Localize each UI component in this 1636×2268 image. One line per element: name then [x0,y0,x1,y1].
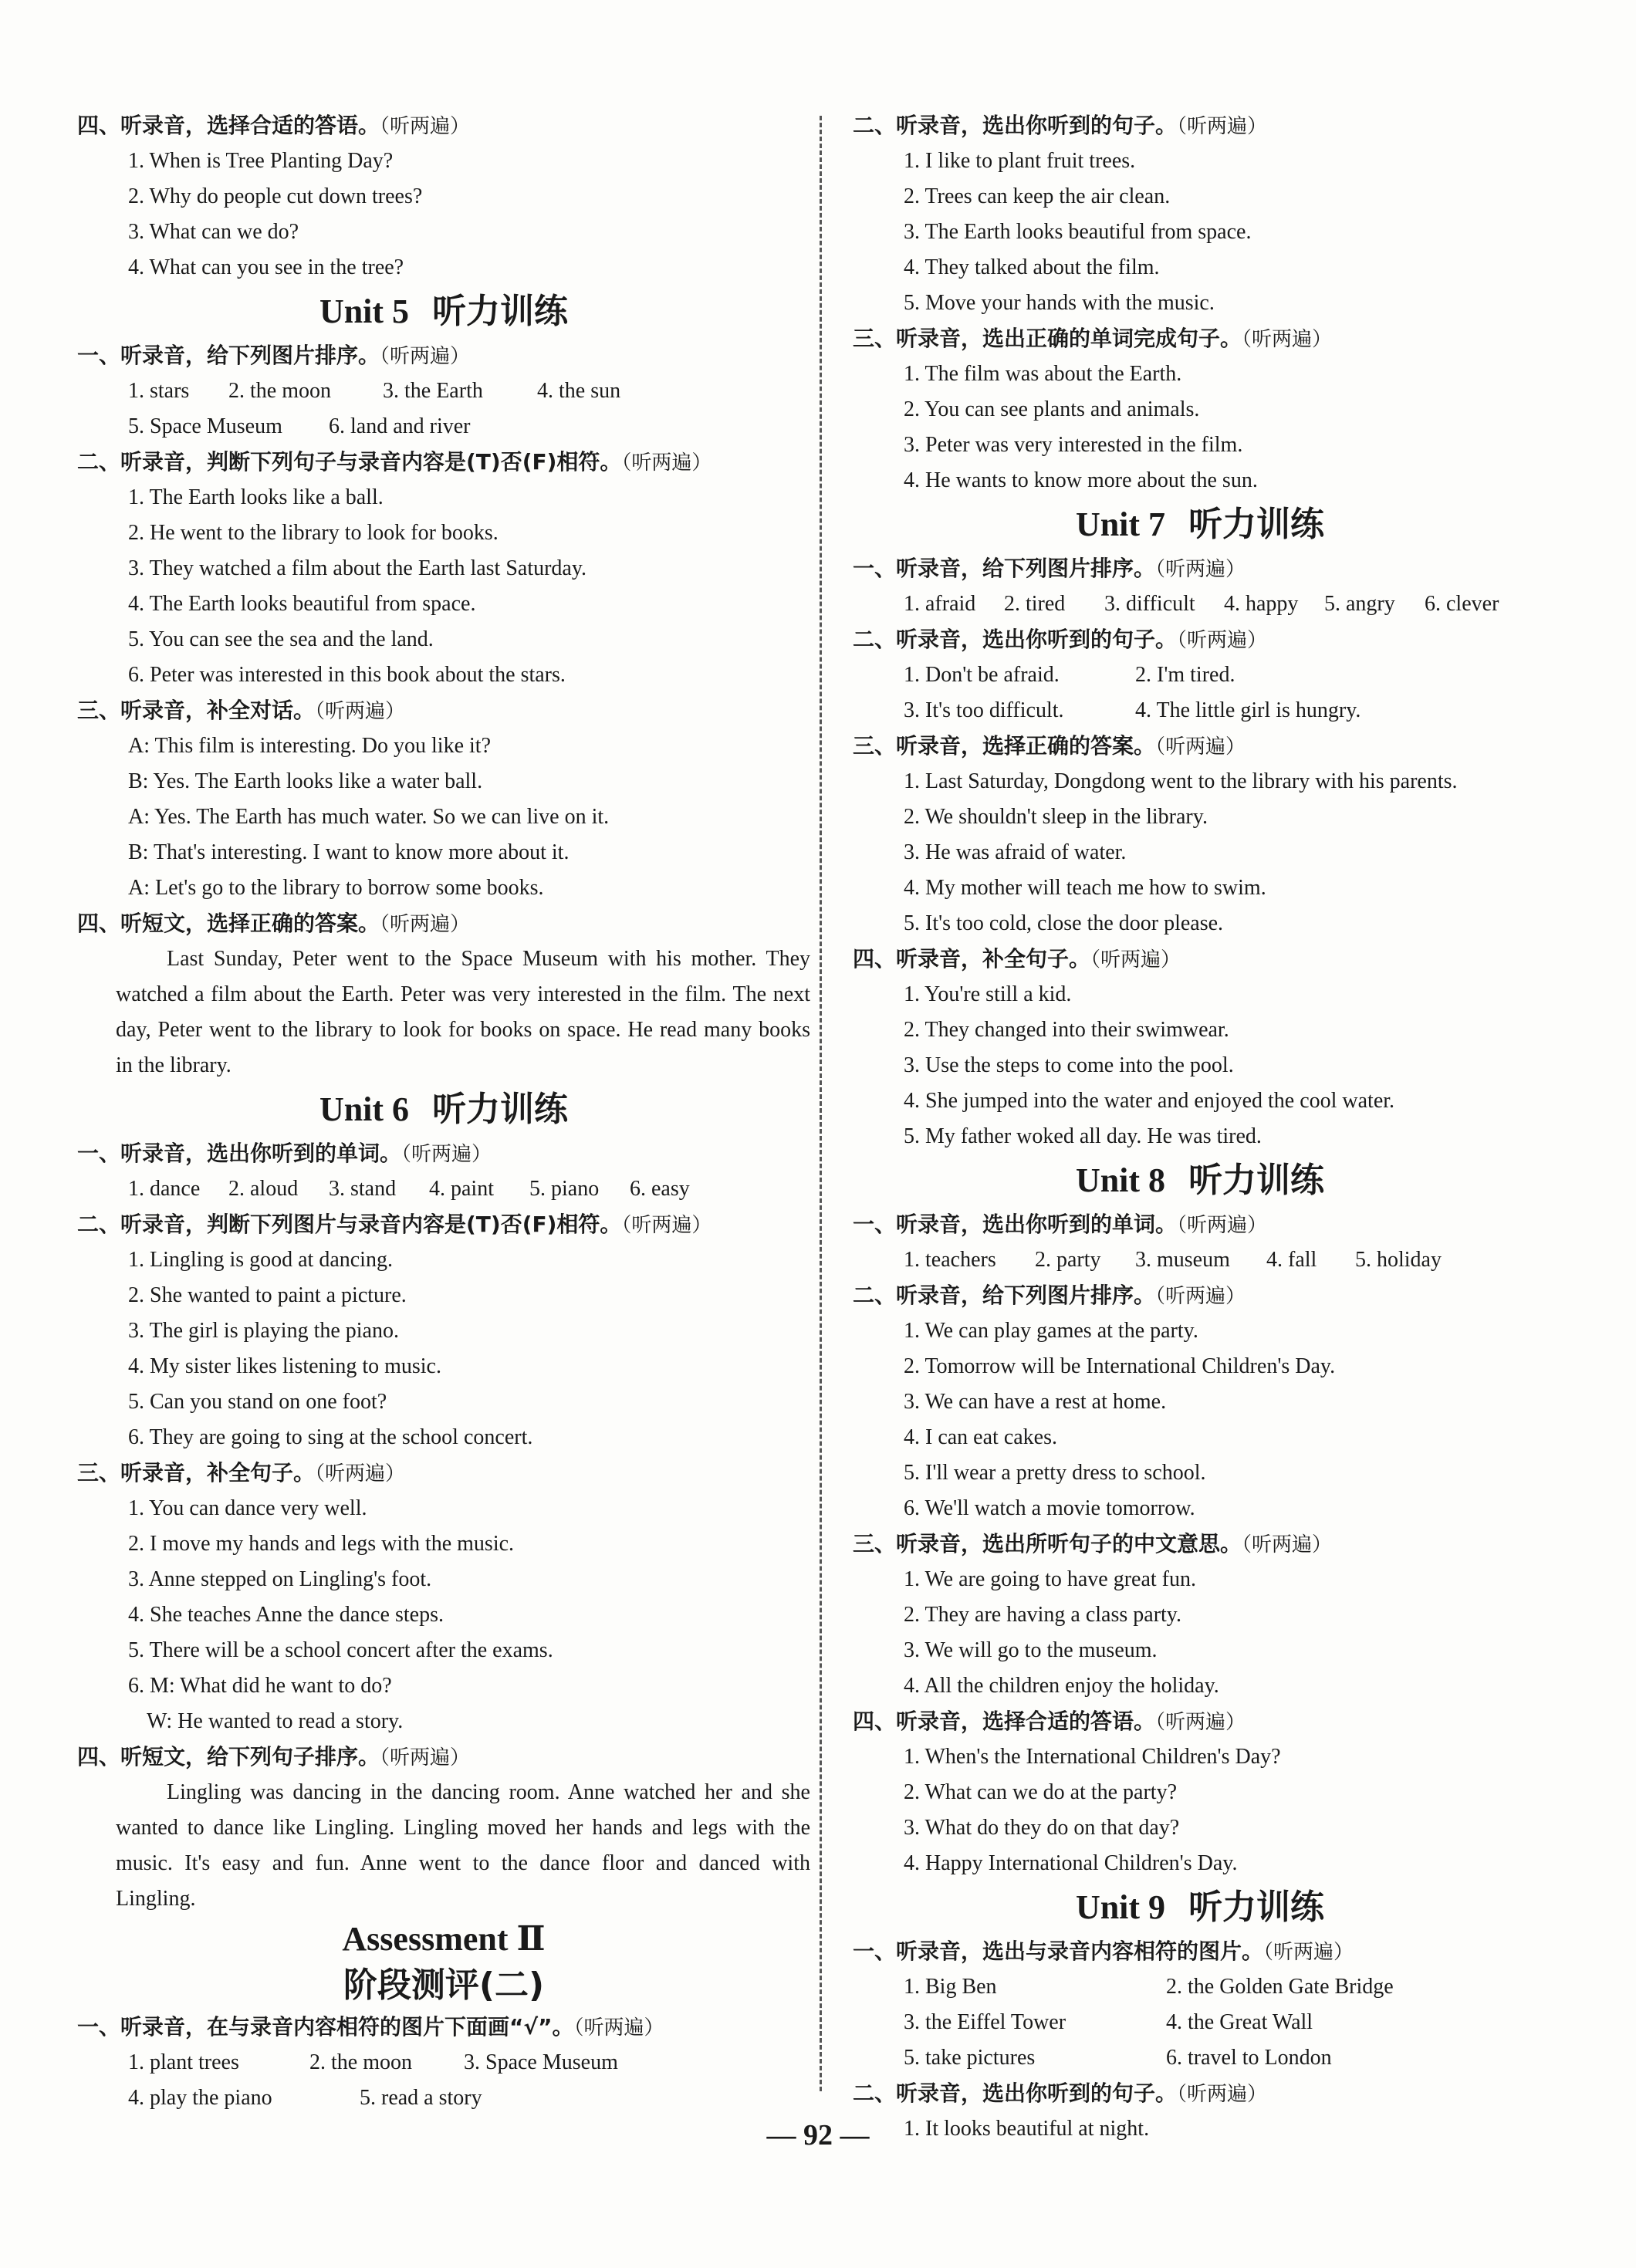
list-item: 1. You're still a kid. [904,982,1072,1006]
section-heading: 四、听录音，选择合适的答语。（听两遍） [853,1709,1246,1734]
dialogue-line: B: That's interesting. I want to know more about it. [128,840,570,864]
list-item: 4. My mother will teach me how to swim. [904,876,1266,900]
page-number: — 92 — [766,2119,870,2151]
list-item: 4. She jumped into the water and enjoyed the cool water. [904,1089,1395,1113]
list-item: 2. What can we do at the party? [904,1780,1178,1804]
section-heading: 三、听录音，选择正确的答案。（听两遍） [853,733,1246,759]
list-item: 5. You can see the sea and the land. [128,627,434,651]
list-item: 3. They watched a film about the Earth last Saturday. [128,556,587,580]
list-item: 4. All the children enjoy the holiday. [904,1674,1219,1698]
passage: Lingling was dancing in the dancing room. Anne watched her and she wanted to dance like Lingling. Lingling moved her hands and legs with the music. It's easy and fun. Anne went to the dance floor and danced with Lingling. [116,1780,810,1911]
section-heading: 二、听录音，判断下列句子与录音内容是(T)否(F)相符。（听两遍） [77,449,712,475]
list-item: 5. There will be a school concert after the exams. [128,1638,553,1662]
section-heading: 二、听录音，选出你听到的句子。（听两遍） [853,627,1268,652]
list-item: 1. When is Tree Planting Day? [128,149,394,173]
section-heading: 四、听录音，补全句子。（听两遍） [853,946,1181,972]
list-item: 1. Lingling is good at dancing. [128,1248,393,1272]
list-item: 1. The film was about the Earth. [904,362,1182,386]
list-item: 6. Peter was interested in this book about the stars. [128,663,566,687]
list-item: 5. My father woked all day. He was tired. [904,1124,1262,1148]
list-item: 3. What do they do on that day? [904,1816,1180,1840]
section-heading: 一、听录音，给下列图片排序。（听两遍） [77,343,471,368]
dialogue-line: A: This film is interesting. Do you like it? [128,734,491,758]
list-item: 2. Trees can keep the air clean. [904,184,1171,208]
list-item: 1. The Earth looks like a ball. [128,485,384,509]
list-item: 3. We can have a rest at home. [904,1390,1167,1414]
word-row: 1. Big Ben 2. the Golden Gate Bridge [904,1975,1394,1999]
list-item: 4. My sister likes listening to music. [128,1354,441,1378]
column-divider [820,116,822,2091]
passage: Last Sunday, Peter went to the Space Museum with his mother. They watched a film about the Earth. Peter was very interested in the film. The next day, Peter went to the library to look for books on space. He read many books in the library. [116,947,810,1077]
list-item: 4. I can eat cakes. [904,1425,1057,1449]
list-item: 2. I move my hands and legs with the music. [128,1532,515,1556]
dialogue-line: A: Yes. The Earth has much water. So we can live on it. [128,805,610,829]
section-heading: 三、听录音，选出所听句子的中文意思。（听两遍） [853,1531,1333,1557]
list-item: 1. It looks beautiful at night. [904,2117,1150,2141]
list-item: 3. We will go to the museum. [904,1638,1158,1662]
list-item: W: He wanted to read a story. [147,1709,404,1733]
section-heading: 二、听录音，给下列图片排序。（听两遍） [853,1283,1246,1308]
word-row: 1. Don't be afraid. 2. I'm tired. [904,663,1235,687]
list-item: 4. They talked about the film. [904,255,1160,279]
word-row: 1. dance 2. aloud 3. stand 4. paint 5. piano 6. easy [128,1177,690,1201]
unit-6-title: Unit 6 听力训练 [319,1090,569,1129]
section-heading: 一、听录音，选出你听到的单词。（听两遍） [853,1212,1268,1237]
list-item: 4. He wants to know more about the sun. [904,468,1258,492]
section-heading: 三、听录音，选出正确的单词完成句子。（听两遍） [853,326,1333,351]
list-item: 2. He went to the library to look for books. [128,521,499,545]
word-row: 1. teachers 2. party 3. museum 4. fall 5. holiday [904,1248,1442,1272]
section-heading: 二、听录音，选出你听到的句子。（听两遍） [853,2080,1268,2106]
list-item: 3. He was afraid of water. [904,840,1127,864]
list-item: 3. The Earth looks beautiful from space. [904,220,1252,244]
list-item: 4. She teaches Anne the dance steps. [128,1603,444,1627]
list-item: 3. Peter was very interested in the film. [904,433,1243,457]
section-heading: 一、听录音，选出你听到的单词。（听两遍） [77,1141,492,1166]
word-row: 5. Space Museum 6. land and river [128,414,471,438]
list-item: 2. Tomorrow will be International Children's Day. [904,1354,1336,1378]
assessment-subtitle: 阶段测评(二) [343,1965,545,2005]
word-row: 5. take pictures 6. travel to London [904,2046,1332,2070]
word-row: 4. play the piano 5. read a story [128,2086,482,2110]
list-item: 2. Why do people cut down trees? [128,184,423,208]
section-heading: 二、听录音，选出你听到的句子。（听两遍） [853,113,1268,138]
list-item: 2. We shouldn't sleep in the library. [904,805,1208,829]
section-heading: 一、听录音，给下列图片排序。（听两遍） [853,556,1246,581]
unit-7-title: Unit 7 听力训练 [1075,505,1325,544]
section-heading: 一、听录音，选出与录音内容相符的图片。（听两遍） [853,1938,1354,1964]
dialogue-line: A: Let's go to the library to borrow some books. [128,876,544,900]
left-column [77,108,810,2116]
list-item: 6. They are going to sing at the school concert. [128,1425,533,1449]
dialogue-line: B: Yes. The Earth looks like a water ball. [128,769,483,793]
word-row: 3. It's too difficult. 4. The little girl is hungry. [904,698,1361,722]
section-heading: 四、听短文，选择正确的答案。（听两遍） [77,911,471,936]
unit-8-title: Unit 8 听力训练 [1075,1161,1325,1200]
list-item: 1. We can play games at the party. [904,1319,1198,1343]
list-item: 3. What can we do? [128,220,299,244]
list-item: 1. We are going to have great fun. [904,1567,1196,1591]
section-heading: 三、听录音，补全对话。（听两遍） [77,698,406,723]
list-item: 3. Use the steps to come into the pool. [904,1053,1234,1077]
unit-5-title: Unit 5 听力训练 [319,292,569,331]
list-item: 4. The Earth looks beautiful from space. [128,592,476,616]
assessment-title: Assessment Ⅱ [342,1920,546,1958]
list-item: 6. M: What did he want to do? [128,1674,392,1698]
list-item: 5. Move your hands with the music. [904,291,1215,315]
list-item: 1. I like to plant fruit trees. [904,149,1136,173]
list-item: 5. It's too cold, close the door please. [904,911,1224,935]
list-item: 5. Can you stand on one foot? [128,1390,387,1414]
list-item: 3. The girl is playing the piano. [128,1319,399,1343]
list-item: 2. You can see plants and animals. [904,397,1200,421]
section-heading: 三、听录音，补全句子。（听两遍） [77,1460,406,1486]
section-heading: 四、听录音，选择合适的答语。（听两遍） [77,113,471,138]
list-item: 6. We'll watch a movie tomorrow. [904,1496,1195,1520]
word-row: 1. afraid 2. tired 3. difficult 4. happy 5. angry 6. clever [904,592,1499,616]
unit-9-title: Unit 9 听力训练 [1075,1888,1325,1927]
list-item: 5. I'll wear a pretty dress to school. [904,1461,1206,1485]
list-item: 4. Happy International Children's Day. [904,1851,1238,1875]
word-row: 1. plant trees 2. the moon 3. Space Museum [128,2050,618,2074]
list-item: 3. Anne stepped on Lingling's foot. [128,1567,432,1591]
list-item: 2. They changed into their swimwear. [904,1018,1229,1042]
list-item: 2. They are having a class party. [904,1603,1181,1627]
list-item: 4. What can you see in the tree? [128,255,404,279]
list-item: 1. Last Saturday, Dongdong went to the library with his parents. [904,769,1458,793]
word-row: 3. the Eiffel Tower 4. the Great Wall [904,2010,1313,2034]
word-row: 1. stars 2. the moon 3. the Earth 4. the sun [128,379,621,403]
list-item: 1. When's the International Children's Day? [904,1745,1281,1769]
section-heading: 二、听录音，判断下列图片与录音内容是(T)否(F)相符。（听两遍） [77,1212,712,1237]
list-item: 1. You can dance very well. [128,1496,367,1520]
section-heading: 一、听录音，在与录音内容相符的图片下面画“√”。（听两遍） [77,2014,664,2040]
section-heading: 四、听短文，给下列句子排序。（听两遍） [77,1744,471,1769]
list-item: 2. She wanted to paint a picture. [128,1283,407,1307]
right-column [853,108,1547,2147]
